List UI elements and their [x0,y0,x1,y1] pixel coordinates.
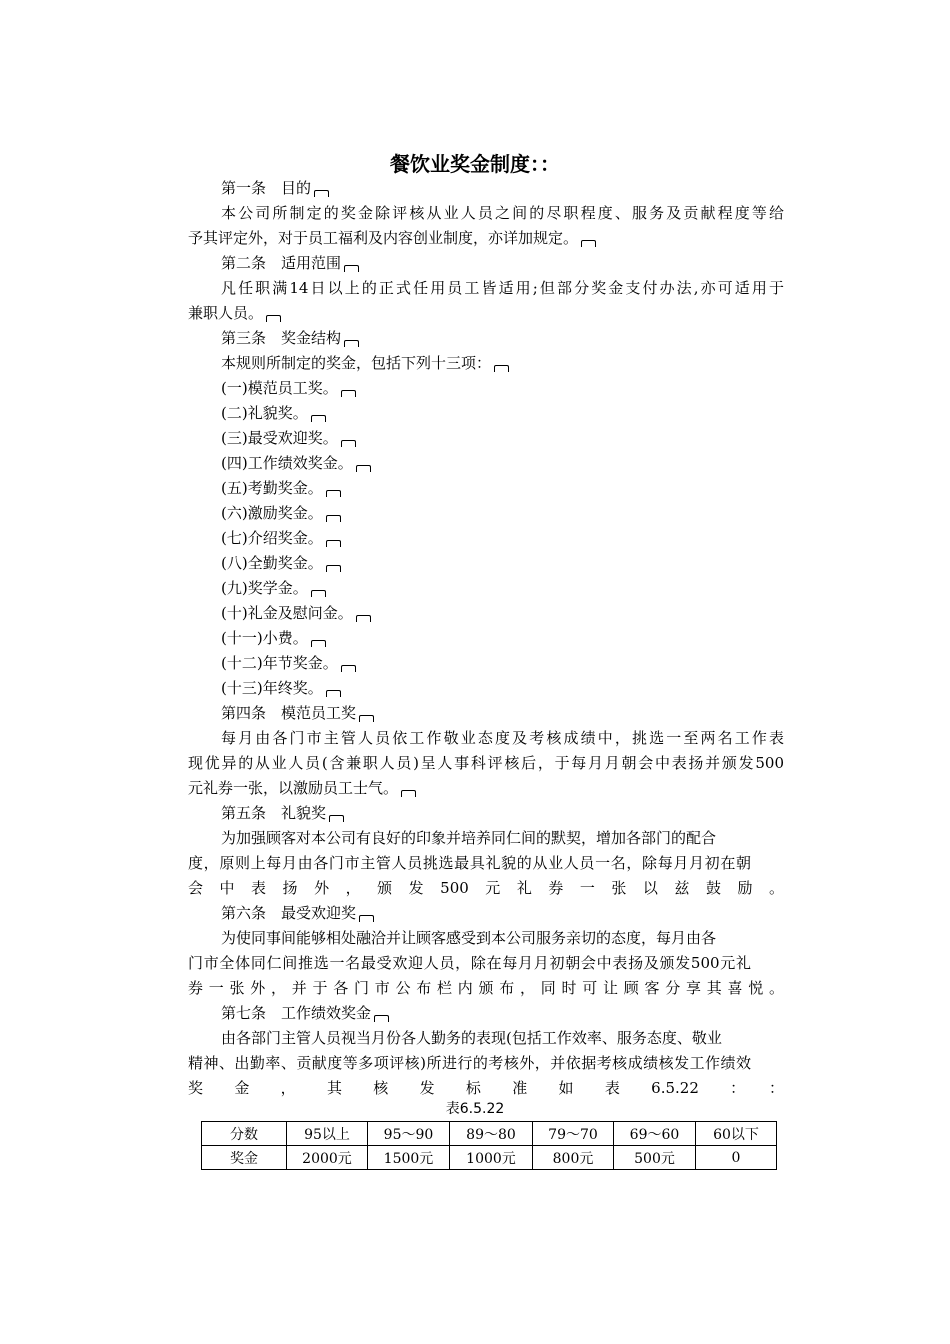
paragraph-mark-icon [311,590,326,597]
table-cell: 95以上 [287,1122,368,1146]
body-line-text: (八)全勤奖金。 [221,554,323,572]
paragraph-mark-icon [359,915,374,922]
table-row-score [202,1122,777,1146]
paragraph-mark-icon [341,390,356,397]
body-line-text: (五)考勤奖金。 [221,479,323,497]
body-line [221,353,509,373]
paragraph-mark-icon [356,465,371,472]
table-cell: 60以下 [696,1122,777,1146]
paragraph-mark-icon [326,540,341,547]
table-row-bonus [202,1146,777,1170]
paragraph-mark-icon [326,690,341,697]
body-line-text: (九)奖学金。 [221,579,308,597]
body-line-text: (三)最受欢迎奖。 [221,429,338,447]
body-line [221,828,716,848]
body-line-text: (一)模范员工奖。 [221,379,338,397]
body-line [221,603,371,623]
paragraph-mark-icon [344,340,359,347]
body-line-text: 元礼券一张，以激励员工士气。 [188,779,399,797]
body-line-text: (十三)年终奖。 [221,679,323,697]
body-line [188,1053,751,1073]
body-line [221,803,344,823]
body-line [221,378,356,398]
body-line [221,903,374,923]
table-cell: 79～70 [533,1122,614,1146]
body-line-text: 第六条 最受欢迎奖 [221,904,357,922]
table-cell: 分数 [202,1122,287,1146]
body-line [221,528,341,548]
body-line [221,178,329,198]
body-line [221,453,371,473]
body-line [221,403,326,423]
body-line [221,653,356,673]
body-line [221,553,341,573]
body-line [221,678,341,698]
table-cell: 奖金 [202,1146,287,1170]
body-line-text: 第七条 工作绩效奖金 [221,1004,372,1022]
table-cell: 95～90 [368,1122,450,1146]
body-line-text: (十二)年节奖金。 [221,654,338,672]
paragraph-mark-icon [359,715,374,722]
body-line-text: 精神、出勤率、贡献度等多项评核)所进行的考核外，并依据考核成绩核发工作绩效 [188,1054,751,1072]
paragraph-mark-icon [344,265,359,272]
body-line-text: 由各部门主管人员视当月份各人勤务的表现(包括工作效率、服务态度、敬业 [221,1029,722,1047]
paragraph-mark-icon [494,365,509,372]
body-line [188,978,784,998]
body-line [221,328,359,348]
body-line [188,878,784,898]
table-cell: 500元 [614,1146,696,1170]
table-cell: 69～60 [614,1122,696,1146]
body-line-text: (六)激励奖金。 [221,504,323,522]
body-line [221,503,341,523]
body-line [221,728,784,748]
paragraph-mark-icon [401,790,416,797]
body-line [221,928,716,948]
bonus-table [201,1121,777,1170]
body-line-text: 予其评定外，对于员工福利及内容创业制度，亦详加规定。 [188,229,579,247]
body-line [188,753,784,773]
table-cell: 2000元 [287,1146,368,1170]
body-line [188,228,596,248]
body-line [188,303,281,323]
body-line-text: 为加强顾客对本公司有良好的印象并培养同仁间的默契，增加各部门的配合 [221,829,717,847]
body-line-text: 本规则所制定的奖金，包括下列十三项： [221,354,492,372]
paragraph-mark-icon [581,240,596,247]
table-cell: 89～80 [450,1122,533,1146]
body-line-text: 奖金，其核发标准如表6.5.22：： [188,1079,784,1097]
body-line [221,1028,722,1048]
table-cell: 800元 [533,1146,614,1170]
body-line [221,628,326,648]
paragraph-mark-icon [314,190,329,197]
body-line [188,778,416,798]
body-line [221,478,341,498]
body-line [221,203,784,223]
body-line-text: 券一张外，并于各门市公布栏内颁布，同时可让顾客分享其喜悦。 [188,979,784,997]
paragraph-mark-icon [326,565,341,572]
body-line-text: 兼职人员。 [188,304,264,322]
body-line-text: (七)介绍奖金。 [221,529,323,547]
body-line [221,703,374,723]
paragraph-mark-icon [326,490,341,497]
body-line [188,953,751,973]
paragraph-mark-icon [311,640,326,647]
body-line-text: 会中表扬外，颁发500元礼券一张以兹鼓励。 [188,879,784,897]
body-line-text: (十一)小费。 [221,629,308,647]
paragraph-mark-icon [326,515,341,522]
body-line-text: 第三条 奖金结构 [221,329,342,347]
body-line-text: 第四条 模范员工奖 [221,704,357,722]
body-line-text: 现优异的从业人员(含兼职人员)呈人事科评核后，于每月月朝会中表扬并颁发500 [188,754,784,772]
body-line [221,578,326,598]
body-line-text: 为使同事间能够相处融洽并让顾客感受到本公司服务亲切的态度，每月由各 [221,929,717,947]
body-line [221,253,359,273]
body-line-text: 度，原则上每月由各门市主管人员挑选最具礼貌的从业人员一名，除每月月初在朝 [188,854,751,872]
body-line-text: (四)工作绩效奖金。 [221,454,353,472]
body-line [188,1078,784,1098]
body-line [221,1003,389,1023]
document-title: 餐饮业奖金制度：： [390,152,560,176]
body-line [221,428,356,448]
body-line-text: 凡任职满14日以上的正式任用员工皆适用;但部分奖金支付办法,亦可适用于 [221,279,784,297]
body-line [221,278,784,298]
table-cell: 1000元 [450,1146,533,1170]
body-line-text: (十)礼金及慰问金。 [221,604,353,622]
body-line-text: 第一条 目的 [221,179,312,197]
paragraph-mark-icon [341,665,356,672]
body-line [188,853,751,873]
paragraph-mark-icon [329,815,344,822]
paragraph-mark-icon [266,315,281,322]
table-cell: 1500元 [368,1146,450,1170]
paragraph-mark-icon [356,615,371,622]
body-line-text: 门市全体同仁间推选一名最受欢迎人员，除在每月月初朝会中表扬及颁发500元礼 [188,954,751,972]
body-line-text: (二)礼貌奖。 [221,404,308,422]
table-caption: 表6.5.22 [445,1101,505,1117]
body-line-text: 第五条 礼貌奖 [221,804,327,822]
paragraph-mark-icon [311,415,326,422]
table-cell: 0 [696,1146,777,1170]
body-line-text: 本公司所制定的奖金除评核从业人员之间的尽职程度、服务及贡献程度等给 [221,204,784,222]
paragraph-mark-icon [341,440,356,447]
body-line-text: 第二条 适用范围 [221,254,342,272]
body-line-text: 每月由各门市主管人员依工作敬业态度及考核成绩中，挑选一至两名工作表 [221,729,784,747]
paragraph-mark-icon [374,1015,389,1022]
